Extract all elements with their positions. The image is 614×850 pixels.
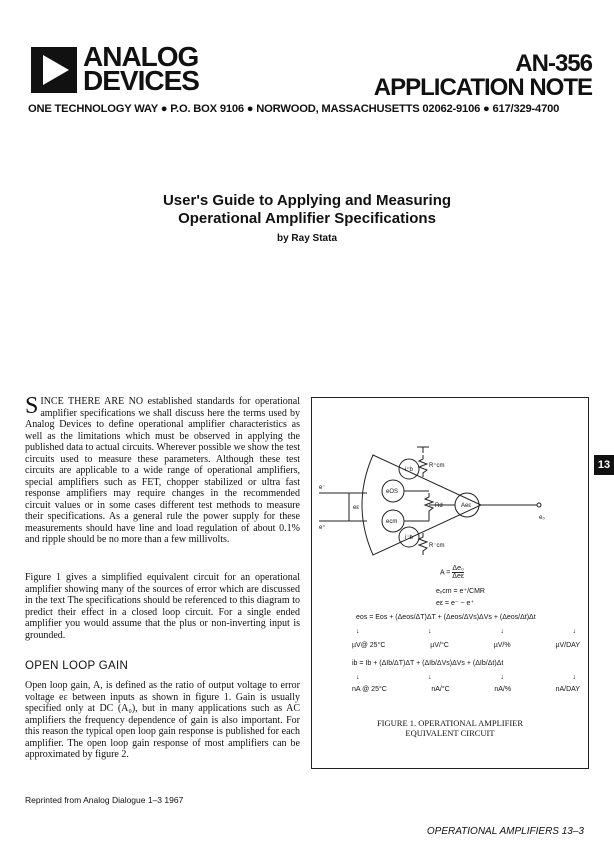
label-e-out: e₀ [539,515,545,521]
article-title-line1: User's Guide to Applying and Measuring [162,192,452,209]
ib-unit: nA/% [494,686,512,693]
logo-triangle-icon [31,47,77,93]
open-loop-gain-paragraph: Open loop gain, A, is defined as the ratio of output voltage to error voltage eε between inputs as shown in figure 1. Gain is usually specified only at DC (A₀), but in many applications such as AC amplifiers the frequency dependence of gain is also important. For this reason the typical open loop gain response is published for each amplifier. The open loop gain response of most amplifiers can be approximated by figure 2. [25,680,300,760]
figure-reference-paragraph: Figure 1 gives a simplified equivalent circuit for an operational amplifier showing many of the sources of error which are discussed in the text The specifications should be referenced to this diagram to predict their effect in a closed loop circuit. For a single ended amplifier you would assume that the plus or non-inverting input is grounded. [25,572,300,641]
reprint-note: Reprinted from Analog Dialogue 1–3 1967 [25,795,184,805]
eos-units-row [352,642,580,649]
eeps-equation: eε = e⁻ − e⁺ [436,600,475,607]
eos-arrows: ↓ ↓ ↓ ↓ [356,628,576,635]
logo-wordmark [83,41,199,96]
label-eos: eOS [386,489,399,495]
figure-caption [330,718,570,738]
rcm-bottom-resistor [419,533,427,555]
author-byline: by Ray Stata [276,233,338,244]
label-rd: Rd [435,503,443,509]
eos-unit: µV@ 25°C [352,642,386,649]
intro-text: INCE THERE ARE NO established standards for operational amplifier specifications we shall discuss here the terms used by Analog Devices to define operational amplifier characteristics as well as the limitations which must be observed in applying the published data to actual circuits. Wherever possible we show the test circuits used to measure these parameters. Although these test circuits are applicable to a wide range of operational amplifiers, special amplifiers such as FET, chopper stabilized or ultra fast response amplifiers may require changes in the recommended circuit values or in some cases different test methods to measure their specifications. As a general rule the power supply for these measurements should have line and load regulation of about 0.1% and ripple should be no more than a few millivolts. [25,396,301,545]
equivalent-circuit-diagram [311,397,587,717]
address-line: ONE TECHNOLOGY WAY ● P.O. BOX 9106 ● NORWOOD, MASSACHUSETTS 02062-9106 ● 617/329-4700 [28,103,560,115]
note-number: AN-356 [515,50,592,77]
label-e-plus: e⁺ [319,525,326,531]
gain-numerator: Δe₀ [452,565,464,572]
section-heading: OPEN LOOP GAIN [25,660,129,672]
caption-line2: EQUIVALENT CIRCUIT [405,728,495,738]
note-title: APPLICATION NOTE [373,74,592,101]
ib-unit: nA @ 25°C [352,686,387,693]
ib-unit: nA/DAY [555,686,580,693]
ib-unit: nA/°C [431,686,450,693]
section-tab: 13 [594,455,614,475]
rd-resistor [425,493,433,521]
eos-unit: µV/°C [430,642,449,649]
eos-unit: µV/% [493,642,511,649]
gain-denominator: Δeε [452,573,464,580]
logo-line1: ANALOG [83,41,199,72]
logo-line2: DEVICES [83,65,199,96]
rcm-top-resistor [419,455,427,477]
analog-devices-logo [31,47,77,93]
label-rcm-bottom: R⁻cm [429,543,445,549]
label-ecm: ecm [386,519,398,525]
drop-cap: S [25,393,39,419]
label-aee: Aeε [461,503,472,509]
eos-equation: eos = Eos + (Δeos/ΔT)ΔT + (Δeos/ΔVs)ΔVs + (Δeos/Δt)Δt [356,614,536,621]
gain-equation [440,565,464,580]
label-e-minus: e⁻ [319,485,326,491]
label-e-epsilon: eε [353,505,360,511]
label-rcm-top: R⁺cm [429,463,445,469]
label-ib-bottom: i⁻b [405,535,413,541]
article-title-line2: Operational Amplifier Specifications [178,210,436,227]
label-ib-top: i⁺b [405,467,413,473]
ecm-equation: eₓcm = e⁺/CMR [436,588,485,595]
ib-arrows: ↓ ↓ ↓ ↓ [356,674,576,681]
intro-paragraph [25,393,301,546]
ib-equation: ib = Ib + (ΔIb/ΔT)ΔT + (ΔIb/ΔVs)ΔVs + (ΔIb/Δt)Δt [352,660,504,667]
gain-lhs: A = [440,569,451,577]
caption-line1: FIGURE 1. OPERATIONAL AMPLIFIER [376,718,524,728]
page-footer: OPERATIONAL AMPLIFIERS 13–3 [426,826,584,837]
eos-unit: µV/DAY [555,642,580,649]
ib-units-row [352,686,580,693]
